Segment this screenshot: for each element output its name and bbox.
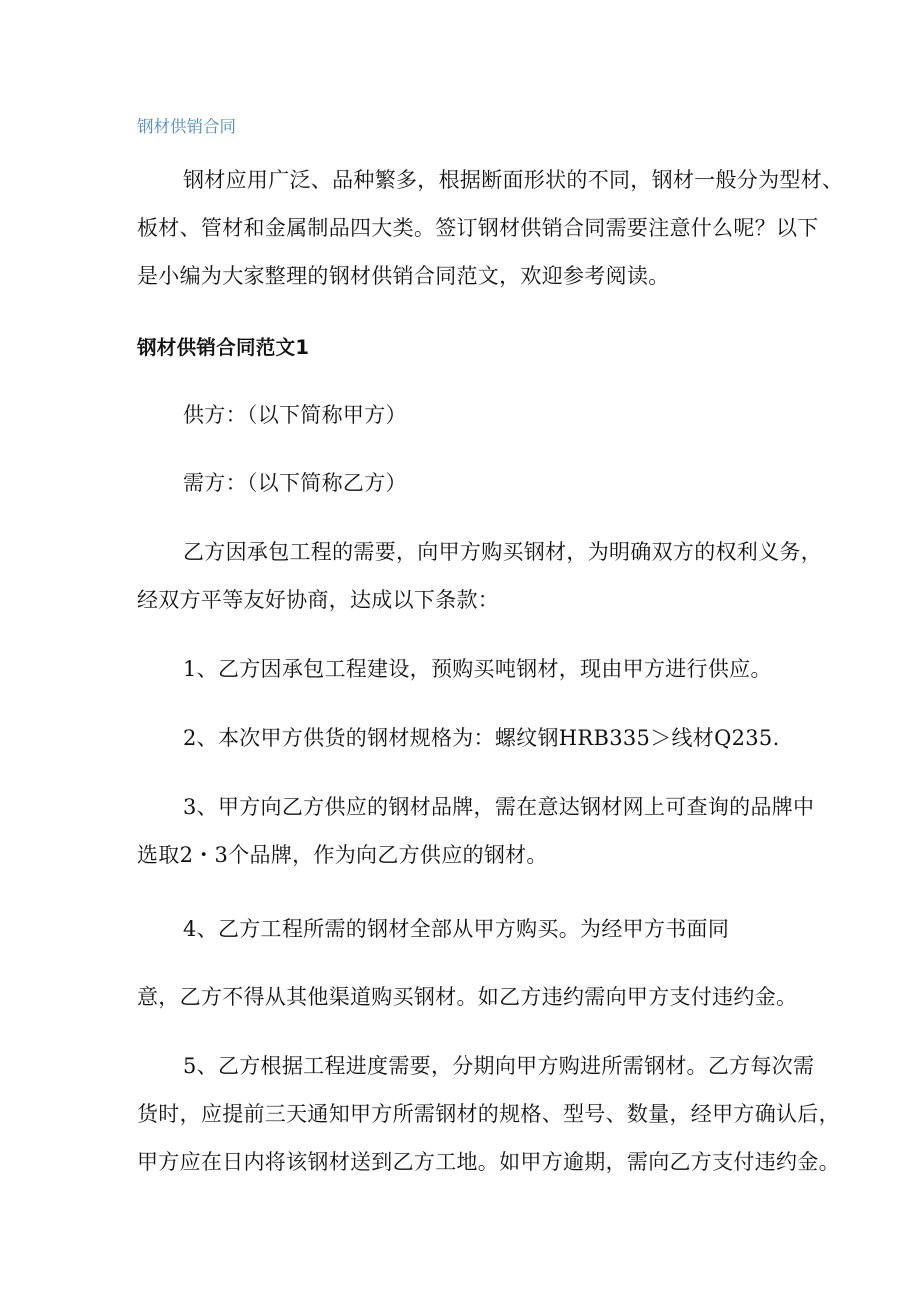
preamble-line-1: 乙方因承包工程的需要，向甲方购买钢材，为明确双方的权利义务，	[183, 540, 822, 564]
buyer-line: 需方：（以下简称乙方）	[183, 471, 407, 495]
supplier-line: 供方：（以下简称甲方）	[183, 403, 407, 427]
clause-5-line-2: 货时，应提前三天通知甲方所需钢材的规格、型号、数量，经甲方确认后，	[137, 1102, 840, 1126]
intro-line-1: 钢材应用广泛、品种繁多，根据断面形状的不同，钢材一般分为型材、	[183, 168, 844, 192]
preamble-line-2: 经双方平等友好协商，达成以下条款：	[137, 588, 500, 612]
section-heading: 钢材供销合同范文1	[137, 336, 310, 359]
document-title-link[interactable]: 钢材供销合同	[137, 117, 236, 136]
clause-4-line-2: 意，乙方不得从其他渠道购买钢材。如乙方违约需向甲方支付违约金。	[137, 985, 798, 1009]
intro-line-2: 板材、管材和金属制品四大类。签订钢材供销合同需要注意什么呢？以下	[137, 216, 819, 240]
clause-4-line-1: 4、乙方工程所需的钢材全部从甲方购买。为经甲方书面同	[183, 917, 730, 941]
intro-line-3: 是小编为大家整理的钢材供销合同范文，欢迎参考阅读。	[137, 264, 670, 288]
clause-3-line-2: 选取2・3个品牌，作为向乙方供应的钢材。	[137, 843, 548, 867]
clause-2-line-1: 2、本次甲方供货的钢材规格为：螺纹钢HRB335＞线材Q235.	[183, 726, 780, 750]
clause-5-line-1: 5、乙方根据工程进度需要，分期向甲方购进所需钢材。乙方每次需	[183, 1054, 815, 1078]
clause-5-line-3: 甲方应在日内将该钢材送到乙方工地。如甲方逾期，需向乙方支付违约金。	[137, 1150, 840, 1174]
clause-3-line-1: 3、甲方向乙方供应的钢材品牌，需在意达钢材网上可查询的品牌中	[183, 795, 815, 819]
clause-1-line-1: 1、乙方因承包工程建设，预购买吨钢材，现由甲方进行供应。	[183, 657, 772, 681]
